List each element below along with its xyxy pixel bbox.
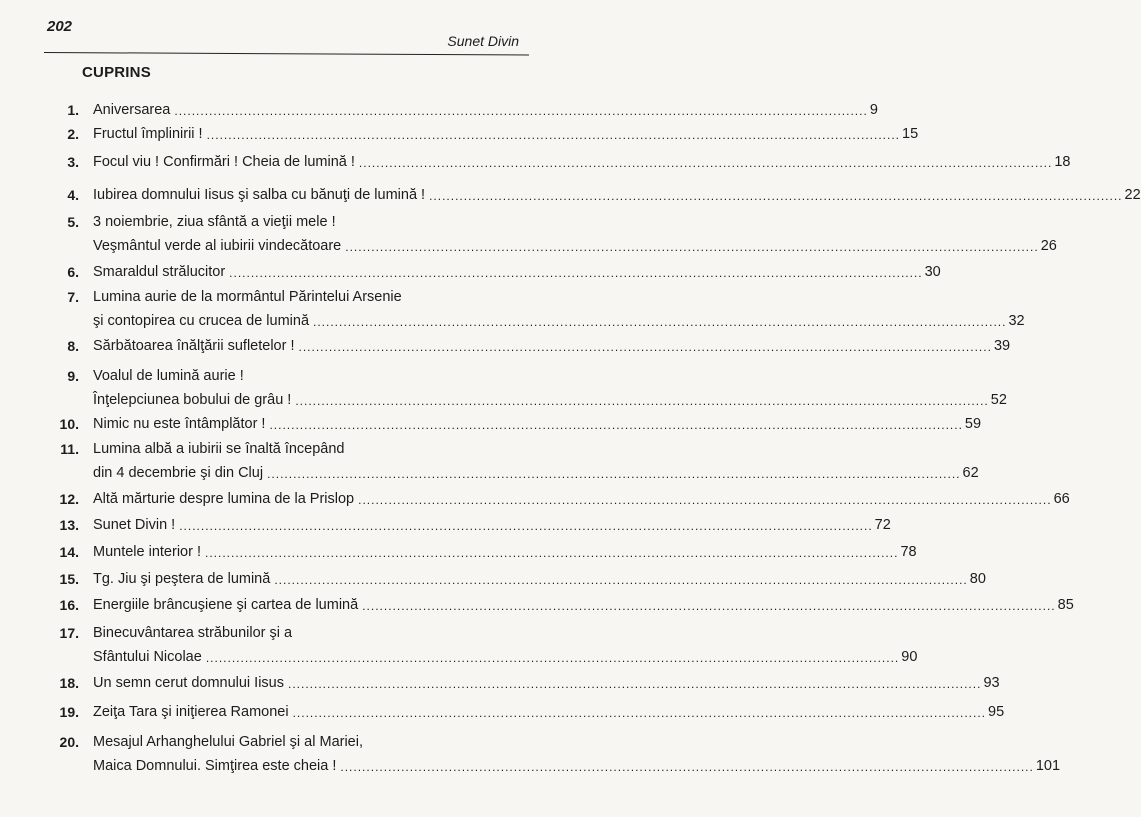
toc-entry-number: 5. xyxy=(67,214,79,230)
dot-leader: ................................................................................................................................................................ xyxy=(429,189,1123,203)
toc-entry-title: Sărbătoarea înălţării sufletelor ! xyxy=(93,338,295,354)
toc-entry-page: 90 xyxy=(901,649,918,665)
toc-entry-page: 101 xyxy=(1035,758,1061,774)
toc-entry-line xyxy=(93,238,1057,254)
toc-entry-number: 19. xyxy=(59,704,79,720)
toc-entry-line xyxy=(93,102,878,118)
toc-entry-line xyxy=(93,571,986,587)
toc-entry-number: 17. xyxy=(59,625,79,641)
toc-entry-title: Zeiţa Tara şi iniţierea Ramonei xyxy=(93,704,289,720)
dot-leader: ................................................................................................................................................................ xyxy=(205,651,900,665)
toc-entry-number: 20. xyxy=(59,734,79,750)
toc-title: CUPRINS xyxy=(82,64,151,81)
toc-entry-page: 66 xyxy=(1053,491,1070,507)
toc-entry-line xyxy=(93,313,1025,329)
dot-leader: ................................................................................................................................................................ xyxy=(358,156,1053,170)
dot-leader: ................................................................................................................................................................ xyxy=(174,104,868,118)
toc-entry-number: 3. xyxy=(67,154,79,170)
page-number: 202 xyxy=(47,18,73,35)
toc-entry-title: Maica Domnului. Simţirea este cheia ! xyxy=(93,758,337,774)
toc-entry-line: Voalul de lumină aurie ! xyxy=(93,368,244,384)
toc-entry-page: 9 xyxy=(869,102,878,118)
dot-leader: ................................................................................................................................................................ xyxy=(288,677,982,691)
toc-entry-title: Un semn cerut domnului Iisus xyxy=(93,675,284,691)
toc-entry-page: 22 xyxy=(1124,187,1141,203)
toc-entry-number: 6. xyxy=(67,264,79,280)
toc-entry-number: 15. xyxy=(59,571,79,587)
dot-leader: ................................................................................................................................................................ xyxy=(292,706,987,720)
toc-entry-title: Înţelepciunea bobului de grâu ! xyxy=(93,392,292,408)
toc-entry-number: 14. xyxy=(59,544,79,560)
toc-entry-number: 4. xyxy=(67,187,79,203)
toc-entry-line: Lumina aurie de la mormântul Părintelui Arsenie xyxy=(93,289,402,305)
toc-entry-page: 39 xyxy=(993,338,1011,354)
toc-entry-title: Focul viu ! Confirmări ! Cheia de lumină ! xyxy=(93,154,355,170)
toc-entry-title: Smaraldul strălucitor xyxy=(93,264,226,280)
toc-entry-line xyxy=(93,517,891,533)
toc-entry-line xyxy=(93,649,918,665)
dot-leader: ................................................................................................................................................................ xyxy=(267,467,961,481)
toc-entry-line xyxy=(93,597,1074,613)
toc-entry-number: 1. xyxy=(67,102,79,118)
toc-entry-title: Muntele interior ! xyxy=(93,544,201,560)
dot-leader: ................................................................................................................................................................ xyxy=(340,760,1034,774)
running-title: Sunet Divin xyxy=(447,33,519,49)
toc-entry-title: Aniversarea xyxy=(93,102,171,118)
dot-leader: ................................................................................................................................................................ xyxy=(345,240,1039,254)
toc-entry-page: 93 xyxy=(983,675,1000,691)
toc-entry-page: 30 xyxy=(924,264,941,280)
toc-entry-title: Altă mărturie despre lumina de la Prislop xyxy=(93,491,355,507)
toc-entry-title: Fructul împlinirii ! xyxy=(93,126,203,142)
dot-leader: ................................................................................................................................................................ xyxy=(358,493,1052,507)
toc-entry-number: 16. xyxy=(59,597,79,613)
toc-entry-page: 52 xyxy=(990,392,1007,408)
toc-entry-number: 18. xyxy=(59,675,79,691)
toc-entry-title: şi contopirea cu crucea de lumină xyxy=(93,313,310,329)
toc-entry-title: Sfântului Nicolae xyxy=(93,649,202,665)
dot-leader: ................................................................................................................................................................ xyxy=(206,128,901,142)
toc-entry-number: 9. xyxy=(67,368,79,384)
toc-entry-title: Tg. Jiu şi peştera de lumină xyxy=(93,571,271,587)
toc-entry-line xyxy=(93,154,1071,170)
toc-entry-line xyxy=(93,465,979,481)
toc-entry-line xyxy=(93,338,1011,354)
toc-entry-line: Mesajul Arhanghelului Gabriel şi al Mariei, xyxy=(93,734,363,750)
toc-entry-line xyxy=(93,544,917,560)
toc-entry-number: 2. xyxy=(67,126,79,142)
toc-entry-line xyxy=(93,126,919,142)
toc-entry-line: 3 noiembrie, ziua sfântă a vieţii mele ! xyxy=(93,214,336,230)
toc-entry-line xyxy=(93,264,941,280)
toc-entry-title: Sunet Divin ! xyxy=(93,517,176,533)
toc-entry-line xyxy=(93,758,1061,774)
toc-entry-number: 10. xyxy=(59,416,79,432)
dot-leader: ................................................................................................................................................................ xyxy=(298,340,992,354)
toc-entry-page: 26 xyxy=(1040,238,1057,254)
dot-leader: ................................................................................................................................................................ xyxy=(313,315,1007,329)
toc-entry-page: 80 xyxy=(969,571,986,587)
header-rule xyxy=(44,52,529,56)
toc-entry-title: Veşmântul verde al iubirii vindecătoare xyxy=(93,238,342,254)
toc-entry-page: 59 xyxy=(964,416,982,432)
toc-entry-line xyxy=(93,416,982,432)
toc-entry-line: Binecuvântarea străbunilor şi a xyxy=(93,625,293,641)
toc-entry-line xyxy=(93,704,1005,720)
toc-entry-page: 15 xyxy=(902,126,919,142)
dot-leader: ................................................................................................................................................................ xyxy=(295,394,989,408)
toc-entry-page: 72 xyxy=(874,517,891,533)
toc-entry-title: Nimic nu este întâmplător ! xyxy=(93,416,266,432)
toc-entry-title: Energiile brâncuşiene şi cartea de lumină xyxy=(93,597,359,613)
toc-entry-line: Lumina albă a iubirii se înaltă începând xyxy=(93,441,345,457)
toc-entry-number: 11. xyxy=(60,441,79,457)
toc-entry-line xyxy=(93,675,1000,691)
toc-entry-page: 85 xyxy=(1057,597,1074,613)
toc-entry-title: din 4 decembrie şi din Cluj xyxy=(93,465,264,481)
dot-leader: ................................................................................................................................................................ xyxy=(229,266,923,280)
dot-leader: ................................................................................................................................................................ xyxy=(269,418,963,432)
toc-entry-page: 32 xyxy=(1008,313,1025,329)
toc-entry-number: 12. xyxy=(59,491,79,507)
toc-entry-page: 62 xyxy=(962,465,979,481)
toc-entry-title: Iubirea domnului Iisus şi salba cu bănuţi de lumină ! xyxy=(93,187,426,203)
dot-leader: ................................................................................................................................................................ xyxy=(362,599,1056,613)
toc-entry-line xyxy=(93,392,1007,408)
toc-entry-page: 18 xyxy=(1054,154,1071,170)
toc-entry-number: 7. xyxy=(67,289,79,305)
toc-entry-number: 8. xyxy=(67,338,79,354)
toc-entry-line xyxy=(93,187,1141,203)
toc-entry-line xyxy=(93,491,1070,507)
dot-leader: ................................................................................................................................................................ xyxy=(274,573,968,587)
toc-entry-page: 78 xyxy=(900,544,917,560)
dot-leader: ................................................................................................................................................................ xyxy=(205,546,899,560)
toc-entry-number: 13. xyxy=(59,517,79,533)
dot-leader: ................................................................................................................................................................ xyxy=(179,519,873,533)
toc-entry-page: 95 xyxy=(988,704,1005,720)
